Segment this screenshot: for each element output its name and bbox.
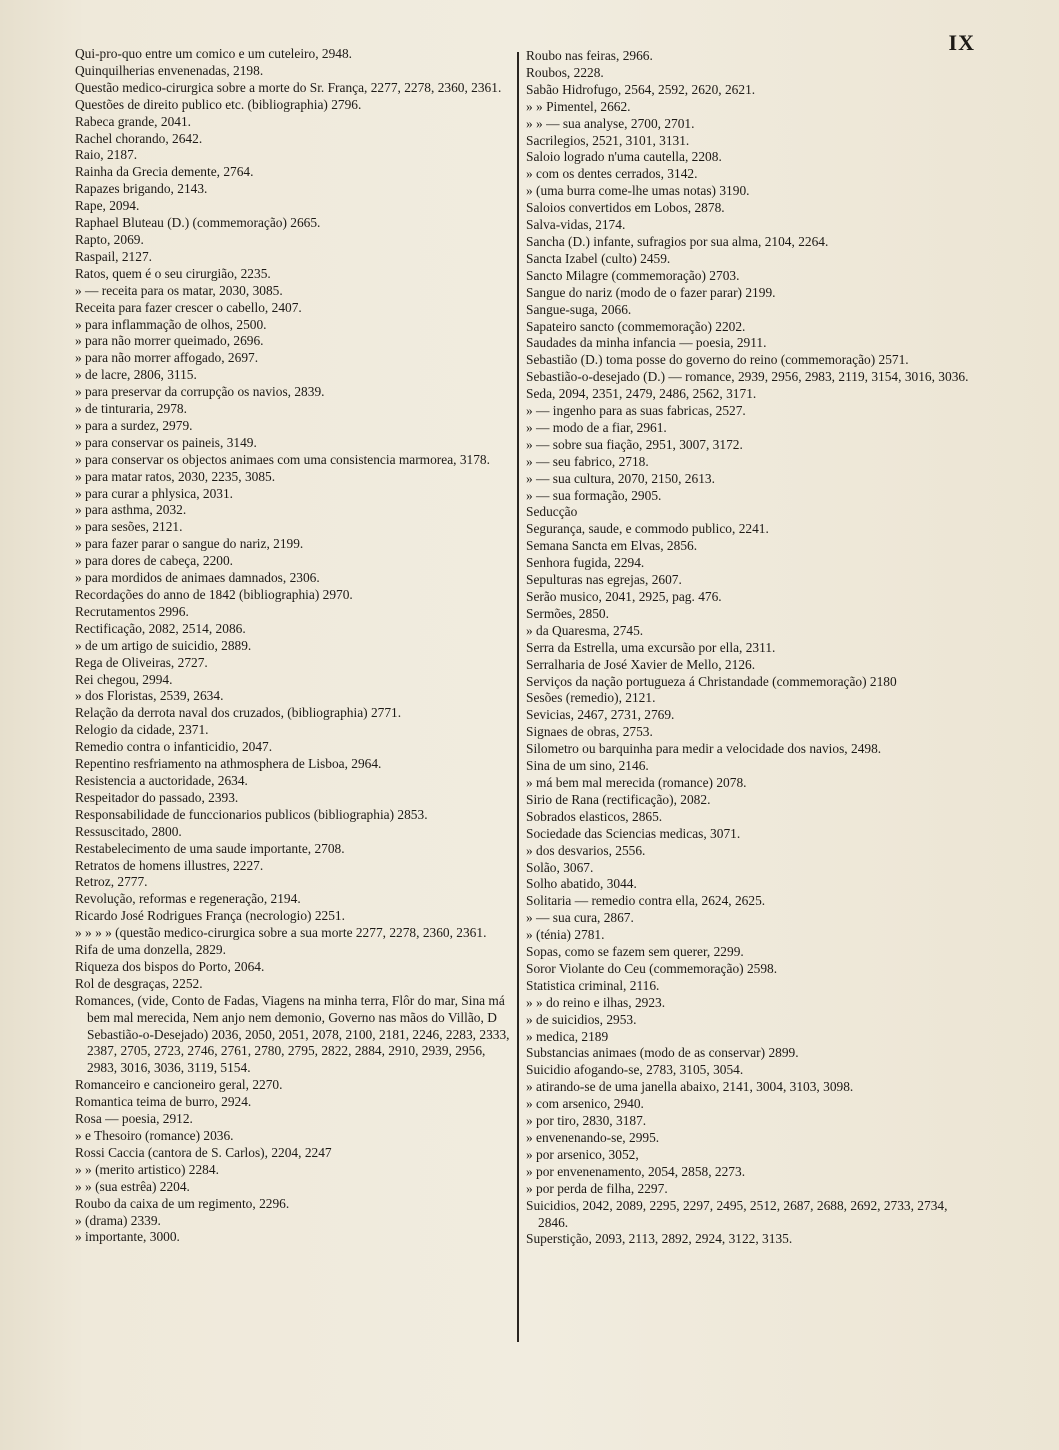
index-entry: » com arsenico, 2940.	[526, 1096, 644, 1112]
index-entry: » de lacre, 2806, 3115.	[75, 367, 197, 383]
index-entry: » para mordidos de animaes damnados, 2306.	[75, 570, 320, 586]
index-entry: » da Quaresma, 2745.	[526, 622, 644, 638]
index-entry: Ressuscitado, 2800.	[75, 823, 182, 839]
column-divider	[517, 52, 519, 1342]
index-entry: Serra da Estrella, uma excursão por ella, 2311.	[526, 639, 776, 655]
index-entry: Statistica criminal, 2116.	[526, 977, 660, 993]
index-entry: » » Pimentel, 2662.	[526, 98, 631, 114]
index-entry: Quinquilherias envenenadas, 2198.	[75, 62, 264, 78]
index-entry: Retroz, 2777.	[75, 874, 148, 890]
index-entry: Sapateiro sancto (commemoração) 2202.	[526, 318, 746, 334]
index-entry: » para inflammação de olhos, 2500.	[75, 316, 267, 332]
index-entry: Recrutamentos 2996.	[75, 603, 189, 619]
index-entry: » (uma burra come-lhe umas notas) 3190.	[526, 183, 750, 199]
index-entry: Sopas, como se fazem sem querer, 2299.	[526, 944, 744, 960]
index-entry: » por arsenico, 3052,	[526, 1146, 639, 1162]
index-entry: » importante, 3000.	[75, 1229, 180, 1245]
index-entry: » para a surdez, 2979.	[75, 417, 193, 433]
index-entry: » para curar a phlysica, 2031.	[75, 485, 234, 501]
index-entry: Retratos de homens illustres, 2227.	[75, 857, 264, 873]
index-entry: Saudades da minha infancia — poesia, 2911.	[526, 335, 767, 351]
index-entry: » para preservar da corrupção os navios, 2839.	[75, 384, 325, 400]
index-entry: Sangue-suga, 2066.	[526, 301, 632, 317]
index-entry: Superstição, 2093, 2113, 2892, 2924, 3122, 3135.	[526, 1231, 793, 1247]
index-entry: Sancta Izabel (culto) 2459.	[526, 250, 671, 266]
index-entry: Rossi Caccia (cantora de S. Carlos), 2204, 2247	[75, 1144, 332, 1160]
index-entry: Sebastião (D.) toma posse do governo do reino (commemoração) 2571.	[526, 352, 909, 368]
index-entry: » — sobre sua fiação, 2951, 3007, 3172.	[526, 436, 743, 452]
index-entry: Seducção	[526, 504, 578, 520]
index-entry: Romantica teima de burro, 2924.	[75, 1094, 252, 1110]
index-entry: » dos desvarios, 2556.	[526, 842, 646, 858]
index-entry: » » » » (questão medico-cirurgica sobre a sua morte 2277, 2278, 2360, 2361.	[75, 925, 487, 941]
index-entry: Sepulturas nas egrejas, 2607.	[526, 572, 682, 588]
index-entry: » » — sua analyse, 2700, 2701.	[526, 115, 695, 131]
index-entry: Seda, 2094, 2351, 2479, 2486, 2562, 3171.	[526, 386, 757, 402]
index-entry: Sesões (remedio), 2121.	[526, 690, 656, 706]
index-entry: Signaes de obras, 2753.	[526, 724, 653, 740]
index-entry: Qui-pro-quo entre um comico e um cuteleiro, 2948.	[75, 46, 353, 61]
index-entry: Rei chegou, 2994.	[75, 671, 173, 687]
index-entry: Rapazes brigando, 2143.	[75, 181, 208, 197]
index-entry: Raphael Bluteau (D.) (commemoração) 2665.	[75, 215, 321, 231]
index-entry: » » (sua estrêa) 2204.	[75, 1178, 190, 1194]
index-entry: Serão musico, 2041, 2925, pag. 476.	[526, 589, 722, 604]
index-entry: » para asthma, 2032.	[75, 502, 187, 518]
index-entry: » para sesões, 2121.	[75, 519, 183, 535]
index-entry: Roubo nas feiras, 2966.	[526, 48, 653, 63]
index-entry: Sebastião-o-desejado (D.) — romance, 2939, 2956, 2983, 2119, 3154, 3016, 3036.	[526, 369, 969, 385]
index-entry: Questão medico-cirurgica sobre a morte do Sr. França, 2277, 2278, 2360, 2361.	[75, 79, 502, 95]
index-entry: » — sua cultura, 2070, 2150, 2613.	[526, 470, 715, 486]
index-entry: Suicidio afogando-se, 2783, 3105, 3054.	[526, 1062, 744, 1078]
index-entry: Roubos, 2228.	[526, 64, 604, 80]
index-entry: Segurança, saude, e commodo publico, 2241.	[526, 521, 769, 537]
index-entry: Relação da derrota naval dos cruzados, (bibliographia) 2771.	[75, 705, 402, 721]
index-entry: Serralharia de José Xavier de Mello, 2126.	[526, 656, 756, 672]
index-entry: Rol de desgraças, 2252.	[75, 975, 203, 991]
index-entry: » (drama) 2339.	[75, 1212, 161, 1228]
index-entry: » — seu fabrico, 2718.	[526, 453, 649, 469]
index-entry: Soror Violante do Ceu (commemoração) 2598.	[526, 960, 778, 976]
index-entry: Riqueza dos bispos do Porto, 2064.	[75, 958, 265, 974]
index-entry: Resistencia a auctoridade, 2634.	[75, 772, 248, 788]
index-entry: » por perda de filha, 2297.	[526, 1180, 668, 1196]
index-column-left	[75, 46, 513, 1246]
index-entry: Restabelecimento de uma saude importante, 2708.	[75, 840, 345, 856]
index-entry: Repentino resfriamento na athmosphera de Lisboa, 2964.	[75, 756, 382, 772]
index-entry: Solão, 3067.	[526, 859, 594, 875]
index-entry: » (ténia) 2781.	[526, 927, 605, 943]
index-entry: Rifa de uma donzella, 2829.	[75, 942, 226, 958]
index-entry: Ratos, quem é o seu cirurgião, 2235.	[75, 265, 271, 281]
index-entry: Saloios convertidos em Lobos, 2878.	[526, 200, 725, 216]
index-entry: Rega de Oliveiras, 2727.	[75, 654, 208, 670]
index-entry: Semana Sancta em Elvas, 2856.	[526, 538, 698, 554]
index-entry: Rosa — poesia, 2912.	[75, 1111, 193, 1127]
index-entry: Salva-vidas, 2174.	[526, 217, 626, 233]
index-entry: » de suicidios, 2953.	[526, 1011, 637, 1027]
index-entry: Rabeca grande, 2041.	[75, 113, 192, 129]
index-entry: Rape, 2094.	[75, 198, 140, 214]
index-entry: Remedio contra o infanticidio, 2047.	[75, 739, 273, 755]
index-entry: » e Thesoiro (romance) 2036.	[75, 1128, 234, 1143]
index-entry: Rachel chorando, 2642.	[75, 130, 203, 146]
index-entry: » — sua cura, 2867.	[526, 910, 634, 926]
index-entry: Sabão Hidrofugo, 2564, 2592, 2620, 2621.	[526, 81, 756, 97]
index-entry: Questões de direito publico etc. (bibliographia) 2796.	[75, 96, 362, 112]
index-entry: » » (merito artistico) 2284.	[75, 1161, 219, 1177]
index-entry: » atirando-se de uma janella abaixo, 2141, 3004, 3103, 3098.	[526, 1079, 854, 1095]
index-entry: Senhora fugida, 2294.	[526, 555, 645, 571]
index-entry: Romanceiro e cancioneiro geral, 2270.	[75, 1077, 283, 1093]
index-entry: » » do reino e ilhas, 2923.	[526, 994, 666, 1010]
index-entry: » para matar ratos, 2030, 2235, 3085.	[75, 468, 276, 484]
index-entry: » com os dentes cerrados, 3142.	[526, 166, 698, 182]
index-entry: » para não morrer queimado, 2696.	[75, 333, 264, 349]
index-entry: » de um artigo de suicidio, 2889.	[75, 637, 252, 653]
index-entry: Sina de um sino, 2146.	[526, 758, 649, 774]
index-entry: Relogio da cidade, 2371.	[75, 722, 209, 738]
index-entry: Roubo da caixa de um regimento, 2296.	[75, 1195, 290, 1211]
index-entry: Rapto, 2069.	[75, 231, 144, 247]
index-entry: Revolução, reformas e regeneração, 2194.	[75, 891, 301, 907]
index-entry: Saloio logrado n'uma cautella, 2208.	[526, 149, 722, 165]
index-entry: » para não morrer affogado, 2697.	[75, 350, 259, 366]
page-number: IX	[948, 30, 975, 55]
index-entry: Recordações do anno de 1842 (bibliographia) 2970.	[75, 587, 353, 602]
index-entry: » para dores de cabeça, 2200.	[75, 553, 234, 569]
index-entry: Sancto Milagre (commemoração) 2703.	[526, 267, 740, 283]
index-entry: Serviços da nação portugueza á Christandade (commemoração) 2180	[526, 673, 897, 689]
index-entry: Sangue do nariz (modo de o fazer parar) 2199.	[526, 284, 776, 300]
index-entry: Ricardo José Rodrigues França (necrologio) 2251.	[75, 908, 345, 924]
index-entry: Rainha da Grecia demente, 2764.	[75, 164, 254, 180]
index-entry: » — ingenho para as suas fabricas, 2527.	[526, 403, 746, 419]
index-column-right	[526, 48, 978, 1248]
index-entry: Respeitador do passado, 2393.	[75, 789, 239, 805]
index-entry: Receita para fazer crescer o cabello, 2407.	[75, 299, 302, 315]
index-entry: Romances, (vide, Conto de Fadas, Viagens na minha terra, Flôr do mar, Sina má bem mal merecida, Nem anjo nem demonio, Governo nas mãos do Villão, D Sebastião-o-Desejado) 2036, 2050, 2051, 2078, 2100, 2181, 2246, 2283, 2333, 2387, 2705, 2723, 2746, 2761, 2780, 2795, 2822, 2884, 2910, 2939, 2956, 2983, 3016, 3036, 3119, 5154.	[75, 992, 510, 1076]
index-entry: Sobrados elasticos, 2865.	[526, 808, 663, 824]
index-entry: » — sua formação, 2905.	[526, 487, 662, 503]
index-entry: Substancias animaes (modo de as conservar) 2899.	[526, 1045, 799, 1061]
index-entry: Solho abatido, 3044.	[526, 876, 637, 892]
index-entry: Suicidios, 2042, 2089, 2295, 2297, 2495, 2512, 2687, 2688, 2692, 2733, 2734, 2846.	[526, 1197, 948, 1230]
index-entry: Sociedade das Sciencias medicas, 3071.	[526, 825, 741, 841]
index-entry: » má bem mal merecida (romance) 2078.	[526, 774, 747, 790]
index-entry: Solitaria — remedio contra ella, 2624, 2625.	[526, 893, 766, 909]
index-entry: Sevicias, 2467, 2731, 2769.	[526, 707, 675, 723]
index-entry: Raspail, 2127.	[75, 248, 152, 264]
index-entry: Raio, 2187.	[75, 147, 138, 163]
index-entry: » por envenenamento, 2054, 2858, 2273.	[526, 1163, 746, 1179]
index-entry: Sacrilegios, 2521, 3101, 3131.	[526, 132, 690, 148]
index-entry: » para conservar os paineis, 3149.	[75, 434, 257, 450]
index-entry: » para conservar os objectos animaes com uma consistencia marmorea, 3178.	[75, 451, 490, 467]
index-entry: Rectificação, 2082, 2514, 2086.	[75, 620, 246, 636]
index-entry: » de tinturaria, 2978.	[75, 401, 187, 417]
index-entry: Sancha (D.) infante, sufragios por sua alma, 2104, 2264.	[526, 233, 829, 249]
index-entry: » medica, 2189	[526, 1028, 609, 1044]
index-entry: » envenenando-se, 2995.	[526, 1130, 660, 1145]
index-entry: Silometro ou barquinha para medir a velocidade dos navios, 2498.	[526, 741, 882, 757]
index-entry: Sirio de Rana (rectificação), 2082.	[526, 791, 711, 807]
index-entry: » para fazer parar o sangue do nariz, 2199.	[75, 536, 304, 552]
index-entry: » por tiro, 2830, 3187.	[526, 1113, 647, 1129]
index-entry: » dos Floristas, 2539, 2634.	[75, 688, 224, 704]
index-entry: » — receita para os matar, 2030, 3085.	[75, 282, 283, 298]
index-entry: Sermões, 2850.	[526, 605, 609, 621]
index-entry: » — modo de a fiar, 2961.	[526, 419, 667, 435]
index-entry: Responsabilidade de funccionarios publicos (bibliographia) 2853.	[75, 806, 428, 822]
